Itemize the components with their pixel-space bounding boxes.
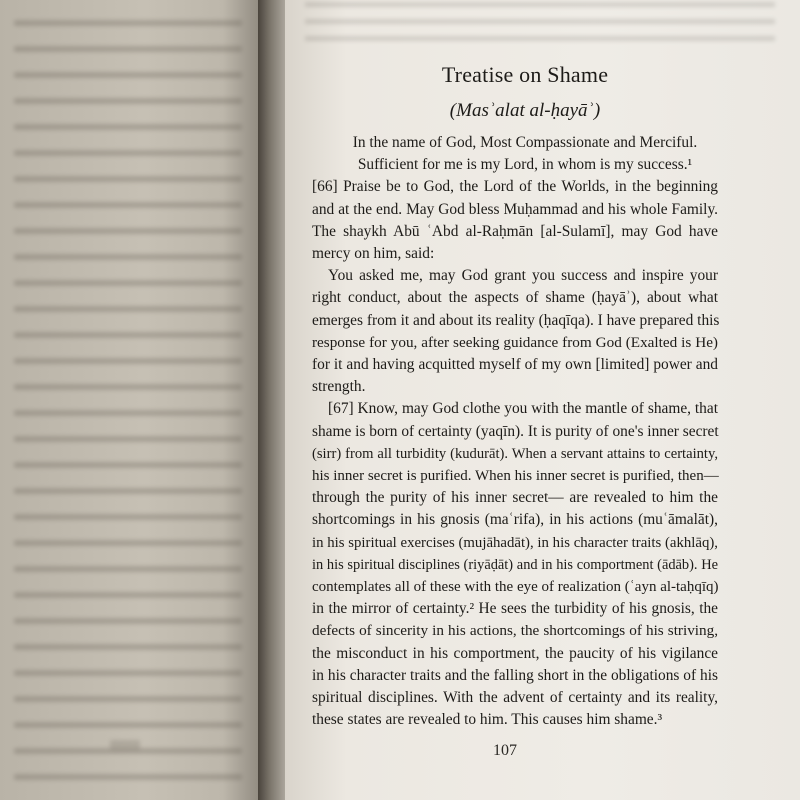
text-line: in his spiritual exercises (mujāhadāt), in his character traits (akhlāq), (312, 534, 718, 551)
text-line: in the mirror of certainty.² He sees the turbidity of his gnosis, the (312, 600, 718, 618)
text-line: mercy on him, said: (312, 245, 435, 263)
text-line: [66] Praise be to God, the Lord of the Worlds, in the beginning (312, 178, 718, 196)
text-line: response for you, after seeking guidance from God (Exalted is He) (312, 333, 718, 351)
text-line: Sufficient for me is my Lord, in whom is my success.¹ (357, 156, 693, 174)
text-line: spiritual disciplines. With the advent of certainty and its reality, (312, 689, 718, 707)
text-line: in his spiritual disciplines (riyāḍāt) and in his comportment (ādāb). He (312, 556, 718, 573)
text-line: shame is born of certainty (yaqīn). It is purity of one's inner secret (312, 422, 719, 440)
left-page-blurred-text (14, 20, 242, 760)
text-line: strength. (312, 378, 366, 396)
bleed-through-text (305, 2, 775, 42)
text-line: In the name of God, Most Compassionate and Merciful. (352, 134, 698, 151)
text-line: The shaykh Abū ʿAbd al-Raḥmān [al-Sulamī], may God have (312, 222, 718, 240)
text-line: his inner secret is purified. When his inner secret is purified, then— (312, 468, 719, 485)
text-line: in his character traits and the falling short in the obligations of his (312, 666, 718, 684)
text-line: (sirr) from all turbidity (kudurāt). When a servant attains to certainty, (312, 445, 718, 462)
text-line: emerges from it and about its reality (ḥaqīqa). I have prepared this (312, 311, 720, 329)
text-line: and at the end. May God bless Muḥammad and his whole Family. (312, 200, 718, 218)
text-line: these states are revealed to him. This causes him shame.³ (312, 711, 663, 729)
chapter-subtitle: (Masʾalat al-ḥayāʾ) (449, 100, 601, 121)
text-line: the misconduct in his comportment, the paucity of his vigilance (312, 644, 718, 662)
text-line: shortcomings in his gnosis (maʿrifa), in his actions (muʿāmalāt), (312, 511, 718, 529)
left-page (0, 0, 262, 800)
page-body (312, 62, 718, 731)
chapter-title: Treatise on Shame (441, 62, 609, 87)
text-line: through the purity of his inner secret— are revealed to him the (312, 489, 718, 507)
text-line: [67] Know, may God clothe you with the mantle of shame, that (328, 400, 718, 418)
text-line: defects of sincerity in his actions, the shortcomings of his striving, (312, 622, 718, 640)
left-page-number-blur (110, 740, 140, 750)
text-line: right conduct, about the aspects of shame (ḥayāʾ), about what (312, 289, 718, 307)
text-line: for it and having acquitted myself of my own [limited] power and (312, 356, 718, 374)
page-number: 107 (493, 742, 517, 759)
text-line: contemplates all of these with the eye of realization (ʿayn al-taḥqīq) (312, 579, 719, 596)
text-line: You asked me, may God grant you success and inspire your (328, 267, 718, 285)
